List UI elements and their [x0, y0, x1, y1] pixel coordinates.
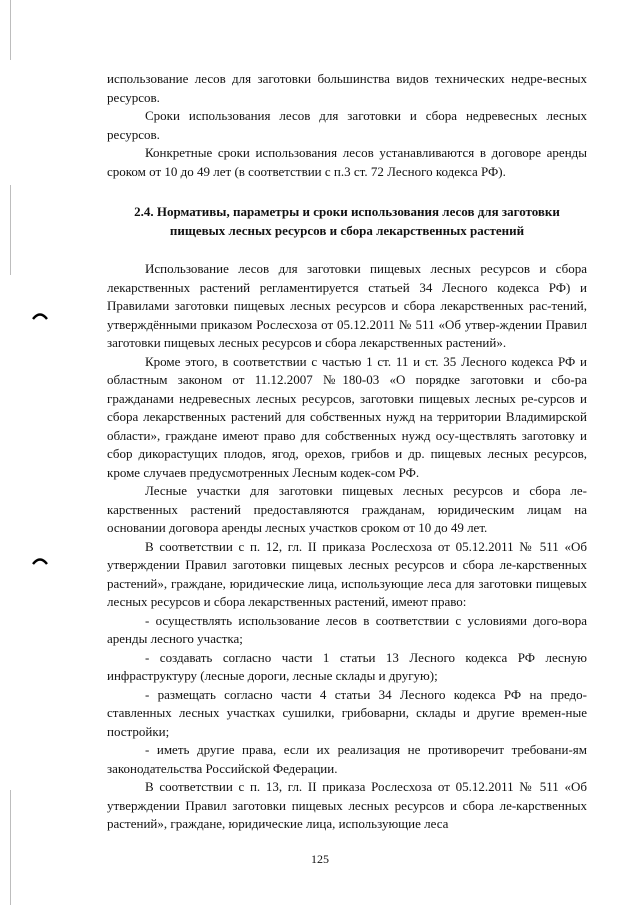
- scan-edge-line: [10, 0, 11, 60]
- document-body: [107, 70, 587, 834]
- list-item: - осуществлять использование лесов в соответствии с условиями дого-вора аренды лесного участка;: [107, 612, 587, 646]
- paragraph: В соответствии с п. 12, гл. II приказа Рослесхоза от 05.12.2011 № 511 «Об утверждении Правил заготовки пищевых лесных ресурсов и сбора ле-карственных растений», граждане, юридические лица, использующие леса для заготовки пищевых лесных ресурсов и сбора лекарственных растений, имеют право:: [107, 538, 587, 609]
- scan-edge-line: [10, 790, 11, 905]
- scan-edge-line: [10, 185, 11, 275]
- binder-hole-mark: [32, 557, 48, 565]
- paragraph: Конкретные сроки использования лесов устанавливаются в договоре аренды сроком от 10 до 49 лет (в соответствии с п.3 ст. 72 Лесного кодекса РФ).: [107, 145, 587, 179]
- paragraph: использование лесов для заготовки большинства видов технических недре-весных ресурсов.: [107, 71, 587, 105]
- list-item: - иметь другие права, если их реализация не противоречит требовани-ям законодательства Российской Федерации.: [107, 742, 587, 776]
- paragraph: Кроме этого, в соответствии с частью 1 ст. 11 и ст. 35 Лесного кодекса РФ и областным законом от 11.12.2007 №180-03 «О порядке заготовки и сбо-ра гражданами недревесных лесных ресурсов, заготовки пищевых лесных ре-сурсов и сбора лекарственных растений для собственных нужд на территории Владимирской области», граждане имеют право для собственных нужд осу-ществлять заготовку и сбор дикорастущих плодов, ягод, орехов, грибов и др. пищевых лесных ресурсов, кроме случаев предусмотренных Лесным кодек-сом РФ.: [107, 353, 587, 480]
- list-item: - создавать согласно части 1 статьи 13 Лесного кодекса РФ лесную инфраструктуру (лесные дороги, лесные склады и другую);: [107, 649, 587, 683]
- binder-hole-mark: [32, 312, 48, 320]
- page-number: 125: [311, 852, 329, 866]
- paragraph: Лесные участки для заготовки пищевых лесных ресурсов и сбора ле-карственных растений предоставляются гражданам, юридическим лицам на основании договора аренды лесных участков сроком от 10 до 49 лет.: [107, 483, 587, 535]
- list-item: - размещать согласно части 4 статьи 34 Лесного кодекса РФ на предо-ставленных лесных участках сушилки, грибоварни, склады и другие времен-ные постройки;: [107, 686, 587, 739]
- paragraph: Использование лесов для заготовки пищевых лесных ресурсов и сбора лекарственных растений регламентируется статьей 34 Лесного кодекса РФ) и Правилами заготовки пищевых лесных ресурсов и сбора лекарственных рас-тений, утверждёнными приказом Рослесхоза от 05.12.2011 № 511 «Об утвер-ждении Правил заготовки пищевых лесных ресурсов и сбора лекарственных растений».: [107, 261, 587, 350]
- paragraph: Сроки использования лесов для заготовки и сбора недревесных лесных ресурсов.: [107, 108, 587, 142]
- paragraph: В соответствии с п. 13, гл. II приказа Рослесхоза от 05.12.2011 № 511 «Об утверждении Правил заготовки пищевых лесных ресурсов и сбора ле-карственных растений», граждане, юридические лица, использующие леса: [107, 779, 587, 831]
- section-heading: 2.4. Нормативы, параметры и сроки использования лесов для заготовки пищевых лесных ресурсов и сбора лекарственных растений: [134, 204, 560, 238]
